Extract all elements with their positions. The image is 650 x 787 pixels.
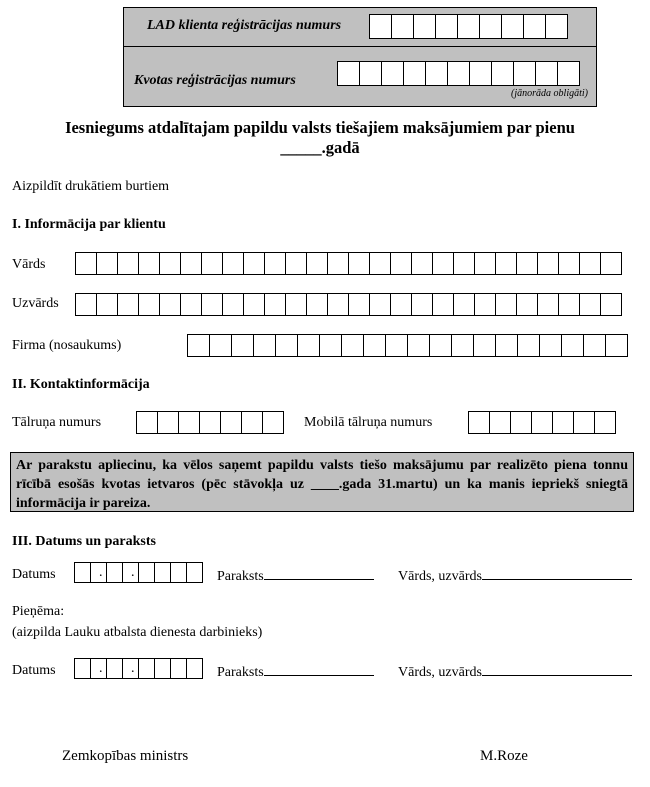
char-cell[interactable] <box>453 252 475 275</box>
char-cell[interactable] <box>180 252 202 275</box>
char-cell[interactable] <box>432 252 454 275</box>
char-cell[interactable] <box>411 252 433 275</box>
char-cell[interactable] <box>468 411 490 434</box>
char-cell[interactable] <box>159 252 181 275</box>
surname-input[interactable] <box>75 293 622 316</box>
char-cell[interactable] <box>136 411 158 434</box>
char-cell[interactable] <box>74 658 91 679</box>
char-cell[interactable] <box>573 411 595 434</box>
signature-label: Paraksts <box>217 569 264 584</box>
char-cell[interactable] <box>491 61 514 86</box>
lad-registration-input[interactable] <box>369 14 568 39</box>
char-cell[interactable] <box>178 411 200 434</box>
char-cell[interactable] <box>495 293 517 316</box>
char-cell[interactable] <box>403 61 426 86</box>
company-input[interactable] <box>187 334 628 357</box>
name-label: Vārds <box>12 257 46 272</box>
char-cell[interactable] <box>75 293 97 316</box>
char-cell[interactable] <box>170 562 187 583</box>
char-cell[interactable] <box>306 252 328 275</box>
surname-label: Uzvārds <box>12 296 59 311</box>
char-cell[interactable] <box>138 658 155 679</box>
char-cell[interactable] <box>138 562 155 583</box>
char-cell[interactable] <box>474 293 496 316</box>
char-cell[interactable] <box>154 562 171 583</box>
char-cell[interactable] <box>473 334 496 357</box>
char-cell[interactable] <box>600 293 622 316</box>
char-cell[interactable] <box>187 334 210 357</box>
mobile-input[interactable] <box>468 411 616 434</box>
char-cell[interactable] <box>262 411 284 434</box>
char-cell[interactable] <box>369 252 391 275</box>
char-cell[interactable] <box>106 562 123 583</box>
char-cell[interactable] <box>348 252 370 275</box>
char-cell[interactable] <box>474 252 496 275</box>
char-cell[interactable] <box>390 252 412 275</box>
name-surname-line <box>482 567 632 580</box>
char-cell[interactable] <box>201 293 223 316</box>
char-cell[interactable] <box>231 334 254 357</box>
char-cell[interactable] <box>513 61 536 86</box>
char-cell[interactable] <box>275 334 298 357</box>
char-cell[interactable] <box>535 61 558 86</box>
char-cell[interactable] <box>537 293 559 316</box>
signature-line <box>264 567 374 580</box>
char-cell[interactable] <box>138 252 160 275</box>
char-cell[interactable] <box>306 293 328 316</box>
date-label: Datums <box>12 567 56 582</box>
char-cell[interactable] <box>605 334 628 357</box>
char-cell[interactable] <box>222 293 244 316</box>
signature2-label: Paraksts <box>217 665 264 680</box>
char-cell[interactable] <box>157 411 179 434</box>
registration-box <box>123 7 597 107</box>
date-input[interactable] <box>74 562 203 583</box>
char-cell[interactable] <box>243 252 265 275</box>
quota-registration-row <box>124 47 596 106</box>
char-cell[interactable] <box>510 411 532 434</box>
char-cell[interactable] <box>90 562 107 583</box>
char-cell[interactable] <box>201 252 223 275</box>
char-cell[interactable] <box>154 658 171 679</box>
phone-label: Tālruņa numurs <box>12 415 102 430</box>
char-cell[interactable] <box>545 14 568 39</box>
char-cell[interactable] <box>348 293 370 316</box>
char-cell[interactable] <box>117 293 139 316</box>
title-line-2: _____.gadā <box>280 138 360 157</box>
minister-title: Zemkopības ministrs <box>62 748 189 764</box>
char-cell[interactable] <box>432 293 454 316</box>
char-cell[interactable] <box>489 411 511 434</box>
char-cell[interactable] <box>425 61 448 86</box>
char-cell[interactable] <box>285 293 307 316</box>
section-3-heading: III. Datums un paraksts <box>12 534 156 549</box>
char-cell[interactable] <box>600 252 622 275</box>
accepted-note: (aizpilda Lauku atbalsta dienesta darbinieks) <box>12 625 263 640</box>
char-cell[interactable] <box>495 252 517 275</box>
declaration-text: Ar parakstu apliecinu, ka vēlos saņemt papildu valsts tiešo maksājumu par realizēto piena tonnu rīcībā esošās kvotas ietvaros (pēc stāvokļa uz ____.gada 31.martu) un ka manis iepriekš sniegtā informācija ir pareiza. <box>10 452 634 512</box>
char-cell[interactable] <box>537 252 559 275</box>
signature-field[interactable] <box>217 567 374 585</box>
char-cell[interactable] <box>359 61 382 86</box>
char-cell[interactable] <box>539 334 562 357</box>
char-cell[interactable] <box>457 14 480 39</box>
lad-registration-label: LAD klienta reģistrācijas numurs <box>147 18 342 33</box>
char-cell[interactable] <box>117 252 139 275</box>
char-cell[interactable] <box>186 658 203 679</box>
char-cell[interactable] <box>594 411 616 434</box>
date2-label: Datums <box>12 663 56 678</box>
char-cell[interactable] <box>479 14 502 39</box>
quota-required-note: (jānorāda obligāti) <box>511 88 588 99</box>
signature2-line <box>264 663 374 676</box>
section-1-heading: I. Informācija par klientu <box>12 217 166 232</box>
char-cell[interactable] <box>429 334 452 357</box>
char-cell[interactable] <box>469 61 492 86</box>
title-line-1: Iesniegums atdalītajam papildu valsts tiešajiem maksājumiem par pienu <box>65 118 575 137</box>
section-2-heading: II. Kontaktinformācija <box>12 377 150 392</box>
char-cell[interactable] <box>327 252 349 275</box>
phone-input[interactable] <box>136 411 284 434</box>
name-surname-label: Vārds, uzvārds <box>398 569 482 584</box>
char-cell[interactable] <box>122 658 139 679</box>
char-cell[interactable] <box>558 293 580 316</box>
char-cell[interactable] <box>90 658 107 679</box>
char-cell[interactable] <box>327 293 349 316</box>
char-cell[interactable] <box>159 293 181 316</box>
char-cell[interactable] <box>319 334 342 357</box>
char-cell[interactable] <box>75 252 97 275</box>
char-cell[interactable] <box>297 334 320 357</box>
char-cell[interactable] <box>561 334 584 357</box>
char-cell[interactable] <box>579 252 601 275</box>
char-cell[interactable] <box>531 411 553 434</box>
char-cell[interactable] <box>209 334 232 357</box>
char-cell[interactable] <box>501 14 524 39</box>
char-cell[interactable] <box>170 658 187 679</box>
char-cell[interactable] <box>390 293 412 316</box>
lad-registration-row <box>124 8 596 47</box>
char-cell[interactable] <box>435 14 458 39</box>
char-cell[interactable] <box>381 61 404 86</box>
quota-registration-label: Kvotas reģistrācijas numurs <box>134 73 296 88</box>
char-cell[interactable] <box>413 14 436 39</box>
char-cell[interactable] <box>241 411 263 434</box>
char-cell[interactable] <box>180 293 202 316</box>
mobile-label: Mobilā tālruņa numurs <box>304 415 433 430</box>
signature2-field[interactable] <box>217 663 374 681</box>
page-title <box>0 118 640 158</box>
char-cell[interactable] <box>253 334 276 357</box>
char-cell[interactable] <box>96 252 118 275</box>
char-cell[interactable] <box>453 293 475 316</box>
char-cell[interactable] <box>285 252 307 275</box>
accepted-label: Pieņēma: <box>12 604 65 619</box>
date2-input[interactable] <box>74 658 203 679</box>
char-cell[interactable] <box>337 61 360 86</box>
char-cell[interactable] <box>391 14 414 39</box>
char-cell[interactable] <box>369 293 391 316</box>
char-cell[interactable] <box>74 562 91 583</box>
name-surname-field[interactable] <box>398 567 632 585</box>
char-cell[interactable] <box>523 14 546 39</box>
instruction-text: Aizpildīt drukātiem burtiem <box>12 179 170 194</box>
char-cell[interactable] <box>451 334 474 357</box>
char-cell[interactable] <box>385 334 408 357</box>
char-cell[interactable] <box>186 562 203 583</box>
char-cell[interactable] <box>341 334 364 357</box>
char-cell[interactable] <box>243 293 265 316</box>
char-cell[interactable] <box>583 334 606 357</box>
char-cell[interactable] <box>222 252 244 275</box>
char-cell[interactable] <box>516 252 538 275</box>
char-cell[interactable] <box>264 252 286 275</box>
char-cell[interactable] <box>579 293 601 316</box>
char-cell[interactable] <box>363 334 386 357</box>
char-cell[interactable] <box>411 293 433 316</box>
minister-name: M.Roze <box>480 748 528 764</box>
char-cell[interactable] <box>407 334 430 357</box>
char-cell[interactable] <box>447 61 470 86</box>
name-surname2-line <box>482 663 632 676</box>
quota-registration-input[interactable] <box>337 61 580 86</box>
char-cell[interactable] <box>264 293 286 316</box>
char-cell[interactable] <box>220 411 242 434</box>
char-cell[interactable] <box>96 293 118 316</box>
char-cell[interactable] <box>557 61 580 86</box>
char-cell[interactable] <box>106 658 123 679</box>
char-cell[interactable] <box>122 562 139 583</box>
char-cell[interactable] <box>495 334 518 357</box>
char-cell[interactable] <box>552 411 574 434</box>
char-cell[interactable] <box>517 334 540 357</box>
char-cell[interactable] <box>138 293 160 316</box>
company-label: Firma (nosaukums) <box>12 338 122 353</box>
name-surname2-field[interactable] <box>398 663 632 681</box>
char-cell[interactable] <box>516 293 538 316</box>
char-cell[interactable] <box>369 14 392 39</box>
char-cell[interactable] <box>558 252 580 275</box>
name-surname2-label: Vārds, uzvārds <box>398 665 482 680</box>
name-input[interactable] <box>75 252 622 275</box>
char-cell[interactable] <box>199 411 221 434</box>
